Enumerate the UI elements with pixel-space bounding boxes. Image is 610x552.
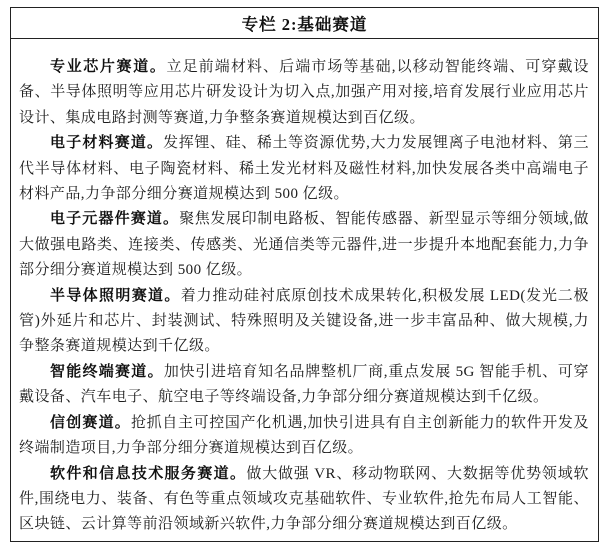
panel-title: 专栏 2:基础赛道	[11, 8, 598, 39]
track-name: 半导体照明赛道。	[50, 287, 181, 304]
track-paragraph	[19, 55, 589, 131]
track-description: 聚焦发展印制电路板、智能传感器、新型显示等细分领域,做大做强电路类、连接类、传感类、光通信类等元器件,进一步提升本地配套能力,力争部分细分赛道规模达到 500 亿级。	[19, 211, 589, 279]
track-paragraph	[19, 360, 589, 411]
track-name: 软件和信息技术服务赛道。	[50, 465, 247, 482]
track-name: 电子元器件赛道。	[50, 211, 180, 228]
track-description: 加快引进培育知名品牌整机厂商,重点发展 5G 智能手机、可穿戴设备、汽车电子、航空电子等终端设备,力争部分细分赛道规模达到千亿级。	[19, 363, 589, 406]
track-paragraph	[19, 462, 589, 538]
track-paragraph	[19, 411, 589, 462]
track-description: 抢抓自主可控国产化机遇,加快引进具有自主创新能力的软件开发及终端制造项目,力争部分细分赛道规模达到百亿级。	[19, 414, 589, 457]
column-panel	[10, 7, 599, 542]
track-name: 智能终端赛道。	[50, 363, 164, 380]
track-description: 发挥锂、硅、稀土等资源优势,大力发展锂离子电池材料、第三代半导体材料、电子陶瓷材料、稀土发光材料及磁性材料,加快发展各类中高端电子材料产品,力争部分细分赛道规模达到 500 亿级。	[19, 135, 589, 203]
track-name: 电子材料赛道。	[50, 135, 164, 152]
track-description: 做大做强 VR、移动物联网、大数据等优势领域软件,围绕电力、装备、有色等重点领域攻克基础软件、专业软件,抢先布局人工智能、区块链、云计算等前沿领域新兴软件,力争部分细分赛道规模达到百亿级。	[19, 465, 589, 533]
track-paragraph	[19, 131, 589, 207]
panel-body	[11, 39, 598, 538]
track-description: 着力推动硅衬底原创技术成果转化,积极发展 LED(发光二极管)外延片和芯片、封装测试、特殊照明及关键设备,进一步丰富品种、做大规模,力争整条赛道规模达到千亿级。	[19, 287, 589, 355]
track-paragraph	[19, 284, 589, 360]
track-name: 信创赛道。	[50, 414, 131, 431]
track-description: 立足前端材料、后端市场等基础,以移动智能终端、可穿戴设备、半导体照明等应用芯片研发设计为切入点,加强产用对接,培育发展行业应用芯片设计、集成电路封测等赛道,力争整条赛道规模达到百亿级。	[19, 59, 589, 126]
track-name: 专业芯片赛道。	[50, 59, 167, 75]
track-paragraph	[19, 207, 589, 283]
